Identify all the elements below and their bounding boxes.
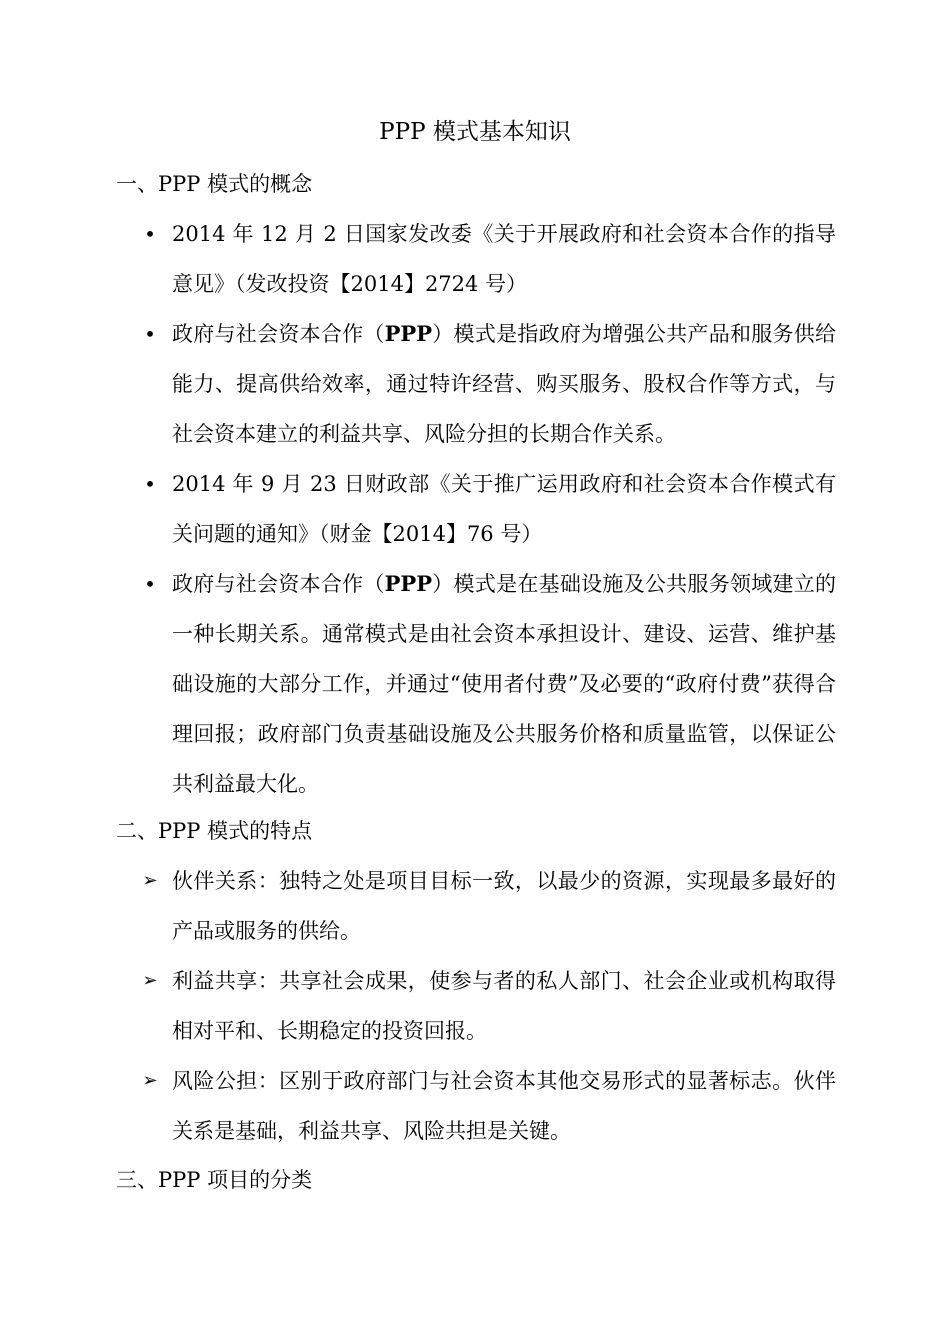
bold-term: PPP xyxy=(384,321,433,346)
arrow-bullet-icon: ➢ xyxy=(142,870,158,891)
section-heading: 一、PPP 模式的概念 xyxy=(116,172,313,196)
arrow-bullet-icon: ➢ xyxy=(142,1070,158,1091)
list-item-text: 2014 年 9 月 23 日财政部《关于推广运用政府和社会资本合作模式有关问题的通知》（财金【2014】76 号） xyxy=(172,472,836,546)
bullet-icon: • xyxy=(144,322,156,346)
document-title: PPP 模式基本知识 xyxy=(379,119,571,145)
bullet-icon: • xyxy=(144,222,156,246)
arrow-bullet-icon: ➢ xyxy=(142,970,158,991)
section-heading: 二、PPP 模式的特点 xyxy=(116,819,313,843)
list-item-text: 政府与社会资本合作（PPP）模式是指政府为增强公共产品和服务供给能力、提高供给效率，通过特许经营、购买服务、股权合作等方式，与社会资本建立的利益共享、风险分担的长期合作关系。 xyxy=(172,321,837,446)
list-item-text: 伙伴关系：独特之处是项目目标一致，以最少的资源，实现最多最好的产品或服务的供给。 xyxy=(172,869,836,943)
bullet-icon: • xyxy=(144,572,156,596)
list-item-text: 政府与社会资本合作（PPP）模式是在基础设施及公共服务领域建立的一种长期关系。通常模式是由社会资本承担设计、建设、运营、维护基础设施的大部分工作，并通过“使用者付费”及必要的“政府付费”获得合理回报；政府部门负责基础设施及公共服务价格和质量监管，以保证公共利益最大化。 xyxy=(172,571,837,796)
bold-term: PPP xyxy=(384,571,433,596)
bullet-icon: • xyxy=(144,472,156,496)
section-heading: 三、PPP 项目的分类 xyxy=(116,1168,313,1192)
list-item-text: 2014 年 12 月 2 日国家发改委《关于开展政府和社会资本合作的指导意见》（发改投资【2014】2724 号） xyxy=(172,222,836,296)
list-item-text: 利益共享：共享社会成果，使参与者的私人部门、社会企业或机构取得相对平和、长期稳定的投资回报。 xyxy=(172,969,836,1043)
list-item-text: 风险公担：区别于政府部门与社会资本其他交易形式的显著标志。伙伴关系是基础，利益共享、风险共担是关键。 xyxy=(172,1069,836,1143)
